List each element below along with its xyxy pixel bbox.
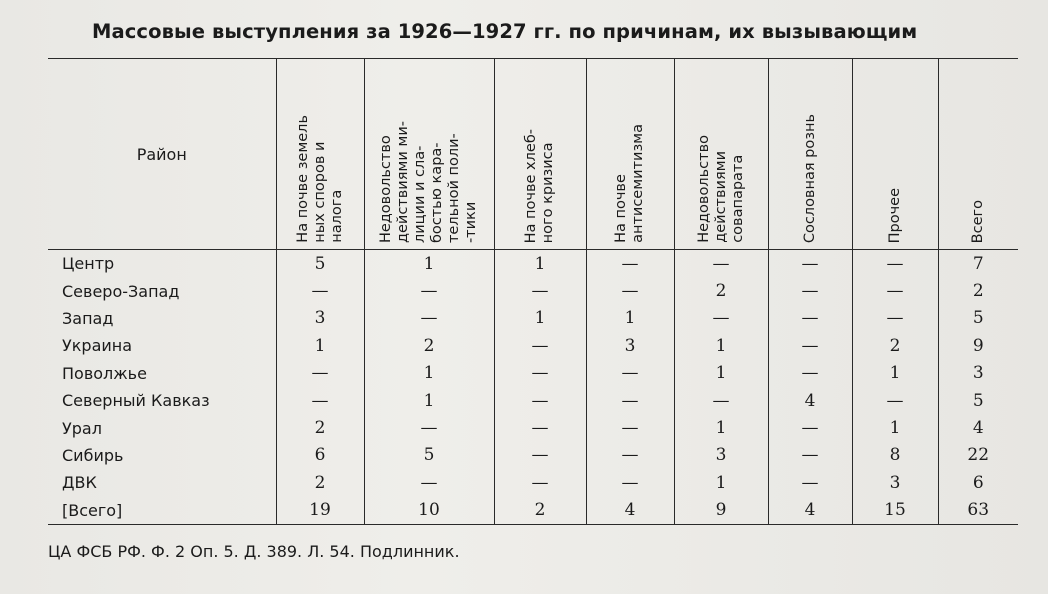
value-cell: 6 [276, 442, 364, 469]
region-cell: Поволжье [62, 363, 147, 383]
value-cell: — [768, 250, 852, 278]
value-cell: — [586, 360, 674, 387]
region-cell: Запад [62, 308, 114, 328]
value-cell: 1 [852, 360, 938, 387]
value-cell: — [364, 469, 494, 496]
value-cell: 63 [938, 497, 1018, 525]
value-cell: 4 [586, 497, 674, 525]
value-cell: 9 [674, 497, 768, 525]
value-cell: 1 [674, 469, 768, 496]
table-row [48, 442, 1018, 469]
column-header-class-strife: Сословная рознь [768, 59, 852, 250]
value-cell: 6 [938, 469, 1018, 496]
column-header-sovapparat: Недовольство действиями совапарата [674, 59, 768, 250]
value-cell: — [494, 332, 586, 359]
value-cell: — [768, 305, 852, 332]
value-cell: — [586, 442, 674, 469]
value-cell: 3 [938, 360, 1018, 387]
region-cell: Урал [62, 418, 102, 438]
table-row [48, 469, 1018, 496]
value-cell: — [852, 277, 938, 304]
region-cell: Северо-Запад [62, 281, 180, 301]
value-cell: — [674, 250, 768, 278]
table-row [48, 305, 1018, 332]
value-cell: — [364, 414, 494, 441]
value-cell: — [852, 305, 938, 332]
value-cell: 22 [938, 442, 1018, 469]
value-cell: 2 [276, 414, 364, 441]
value-cell: — [494, 277, 586, 304]
column-header-antisemitism: На почве антисемитизма [586, 59, 674, 250]
region-cell: [Всего] [48, 497, 276, 525]
value-cell: 2 [494, 497, 586, 525]
value-cell: 1 [674, 360, 768, 387]
value-cell: — [364, 277, 494, 304]
value-cell: 3 [276, 305, 364, 332]
table-row [48, 250, 1018, 278]
value-cell: — [852, 250, 938, 278]
value-cell: — [768, 469, 852, 496]
region-cell: ДВК [62, 473, 97, 493]
value-cell: — [768, 442, 852, 469]
value-cell: 1 [364, 250, 494, 278]
value-cell: — [586, 469, 674, 496]
region-cell: Северный Кавказ [62, 391, 210, 411]
value-cell: — [852, 387, 938, 414]
table-row [48, 414, 1018, 441]
value-cell: 15 [852, 497, 938, 525]
value-cell: 2 [276, 469, 364, 496]
value-cell: 2 [938, 277, 1018, 304]
value-cell: 5 [276, 250, 364, 278]
mass-protests-table [48, 58, 1018, 525]
value-cell: 5 [938, 305, 1018, 332]
value-cell: 4 [768, 387, 852, 414]
region-cell: Сибирь [62, 445, 124, 465]
value-cell: 3 [586, 332, 674, 359]
value-cell: — [364, 305, 494, 332]
value-cell: — [674, 387, 768, 414]
value-cell: — [494, 414, 586, 441]
value-cell: — [276, 277, 364, 304]
value-cell: — [586, 250, 674, 278]
value-cell: 2 [364, 332, 494, 359]
value-cell: 1 [364, 387, 494, 414]
value-cell: 1 [276, 332, 364, 359]
table-row [48, 497, 1018, 525]
value-cell: 1 [494, 250, 586, 278]
value-cell: 1 [852, 414, 938, 441]
value-cell: — [768, 277, 852, 304]
value-cell: 19 [276, 497, 364, 525]
value-cell: 8 [852, 442, 938, 469]
value-cell: 1 [586, 305, 674, 332]
value-cell: 5 [938, 387, 1018, 414]
table-row [48, 387, 1018, 414]
value-cell: 3 [674, 442, 768, 469]
value-cell: — [494, 469, 586, 496]
column-header-grain-crisis: На почве хлеб- ного кризиса [494, 59, 586, 250]
value-cell: — [276, 360, 364, 387]
value-cell: 9 [938, 332, 1018, 359]
value-cell: 5 [364, 442, 494, 469]
value-cell: 1 [494, 305, 586, 332]
column-header-land-disputes: На почве земель ных споров и налога [276, 59, 364, 250]
value-cell: — [586, 414, 674, 441]
column-header-total: Всего [938, 59, 1018, 250]
value-cell: 2 [674, 277, 768, 304]
table-header-row [48, 59, 1018, 250]
value-cell: — [586, 387, 674, 414]
value-cell: 2 [852, 332, 938, 359]
value-cell: — [768, 360, 852, 387]
region-cell: Центр [62, 254, 115, 274]
value-cell: 1 [674, 332, 768, 359]
value-cell: — [674, 305, 768, 332]
value-cell: 10 [364, 497, 494, 525]
table-row [48, 360, 1018, 387]
value-cell: 7 [938, 250, 1018, 278]
column-header-other: Прочее [852, 59, 938, 250]
table-title: Массовые выступления за 1926—1927 гг. по причинам, их вызывающим [92, 20, 918, 43]
column-header-police: Недовольство действиями ми- лиции и сла- бостью кара- тельной поли- -тики [364, 59, 494, 250]
value-cell: 4 [938, 414, 1018, 441]
value-cell: 4 [768, 497, 852, 525]
table-row [48, 332, 1018, 359]
value-cell: — [494, 442, 586, 469]
value-cell: — [768, 414, 852, 441]
value-cell: — [768, 332, 852, 359]
value-cell: — [494, 387, 586, 414]
value-cell: — [494, 360, 586, 387]
value-cell: 1 [364, 360, 494, 387]
source-citation: ЦА ФСБ РФ. Ф. 2 Оп. 5. Д. 389. Л. 54. Подлинник. [48, 542, 460, 561]
table-row [48, 277, 1018, 304]
region-cell: Украина [62, 336, 133, 356]
column-header-region: Район [48, 59, 276, 250]
value-cell: 1 [674, 414, 768, 441]
value-cell: 3 [852, 469, 938, 496]
value-cell: — [586, 277, 674, 304]
value-cell: — [276, 387, 364, 414]
